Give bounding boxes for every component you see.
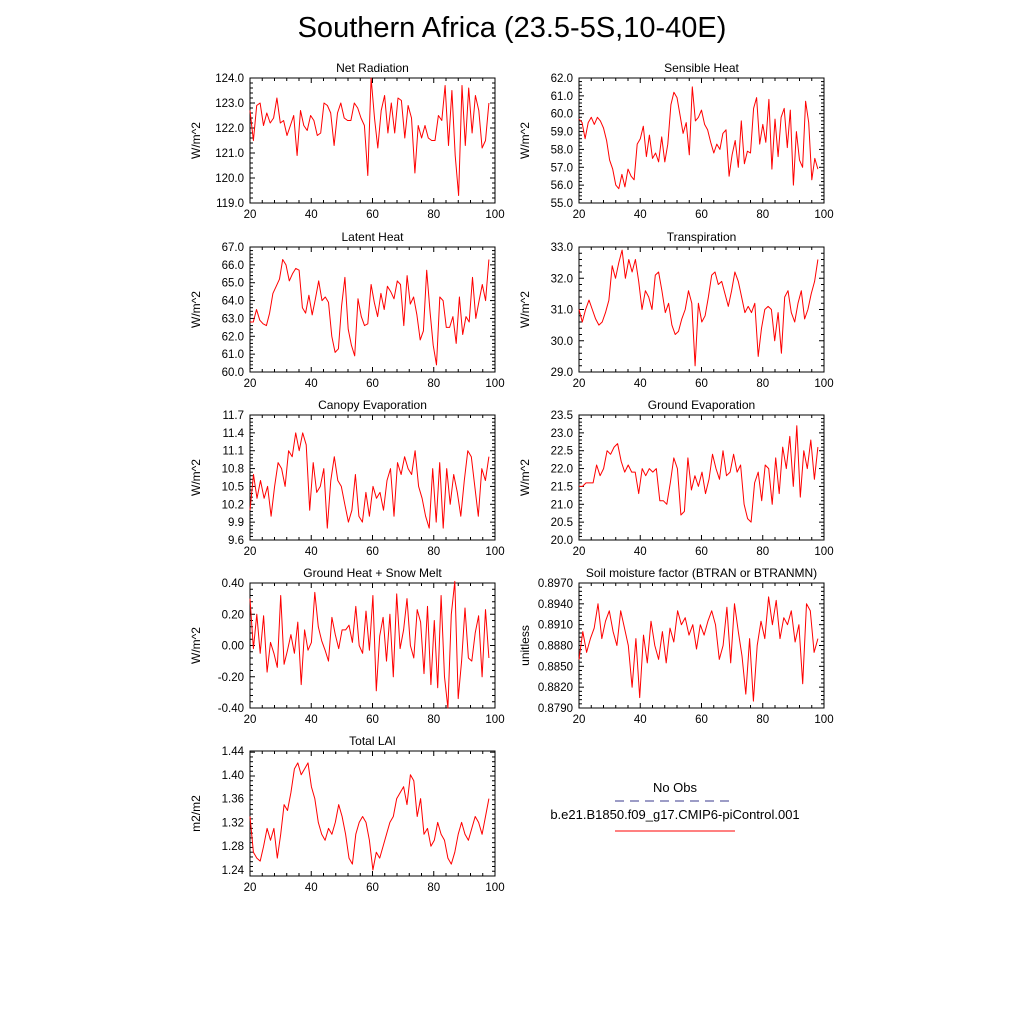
y-axis-label: W/m^2	[189, 459, 203, 496]
x-tick-label: 100	[814, 378, 834, 390]
y-tick-label: 32.0	[550, 273, 573, 286]
y-axis-label: unitless	[518, 625, 532, 666]
plot-frame	[250, 751, 495, 876]
legend-label-obs: No Obs	[652, 780, 698, 795]
x-tick-label: 60	[695, 714, 708, 726]
x-tick-label: 60	[695, 546, 708, 558]
chart-sensible-heat	[518, 61, 834, 221]
series-line	[579, 597, 818, 701]
x-tick-label: 80	[756, 714, 770, 726]
chart-ground-heat-snow-melt	[189, 566, 505, 726]
y-tick-label: 120.0	[215, 173, 244, 185]
y-tick-label: 1.32	[221, 817, 244, 830]
x-tick-label: 20	[243, 378, 257, 390]
y-tick-label: 23.0	[550, 427, 573, 440]
y-tick-label: 11.7	[222, 410, 244, 422]
y-tick-label: 1.36	[221, 793, 244, 806]
y-tick-label: 9.9	[228, 517, 244, 530]
plot-frame	[579, 247, 824, 372]
y-tick-label: 0.8820	[537, 682, 573, 695]
y-tick-label: 0.20	[221, 609, 244, 622]
y-tick-label: 10.2	[221, 499, 244, 512]
y-tick-label: 61.0	[221, 349, 244, 362]
x-tick-label: 40	[633, 209, 647, 221]
x-tick-label: 80	[756, 546, 770, 558]
chart-title: Total LAI	[349, 734, 396, 748]
x-tick-label: 20	[243, 209, 257, 221]
x-tick-label: 20	[243, 882, 257, 894]
x-tick-label: 80	[427, 882, 441, 894]
chart-title: Ground Heat + Snow Melt	[303, 566, 442, 580]
chart-net-radiation	[189, 61, 505, 221]
chart-title: Sensible Heat	[664, 61, 739, 75]
y-axis-label: W/m^2	[518, 459, 532, 496]
plot-frame	[579, 583, 824, 708]
chart-total-lai	[189, 734, 505, 894]
series-line	[250, 581, 489, 708]
y-tick-label: 0.8940	[537, 598, 573, 611]
series-line	[250, 433, 489, 528]
x-tick-label: 100	[814, 209, 834, 221]
x-tick-label: 60	[695, 378, 708, 390]
y-axis-label: W/m^2	[189, 122, 203, 159]
y-tick-label: 22.0	[550, 463, 573, 476]
chart-title: Ground Evaporation	[647, 398, 756, 412]
x-tick-label: 80	[756, 378, 770, 390]
y-tick-label: 23.5	[550, 410, 573, 422]
y-tick-label: 65.0	[221, 277, 244, 290]
y-tick-label: 21.0	[550, 499, 573, 512]
x-tick-label: 40	[304, 546, 318, 558]
x-tick-label: 80	[756, 209, 770, 221]
chart-canopy-evaporation	[189, 398, 505, 558]
y-tick-label: 30.0	[550, 335, 573, 348]
x-tick-label: 80	[427, 546, 441, 558]
chart-title: Soil moisture factor (BTRAN or BTRANMN)	[585, 566, 818, 580]
y-axis-label: W/m^2	[189, 291, 203, 328]
plot-frame	[579, 415, 824, 540]
chart-title: Latent Heat	[341, 230, 404, 244]
y-tick-label: 9.6	[228, 535, 244, 547]
x-tick-label: 20	[572, 209, 586, 221]
y-tick-label: 121.0	[215, 148, 244, 160]
y-tick-label: 20.5	[550, 517, 573, 530]
y-tick-label: 1.40	[221, 769, 244, 782]
chart-title: Net Radiation	[336, 61, 409, 75]
y-tick-label: 62.0	[550, 73, 573, 85]
page-title: Southern Africa (23.5-5S,10-40E)	[297, 12, 727, 44]
y-tick-label: 1.44	[221, 746, 244, 758]
y-axis-label: W/m^2	[518, 291, 532, 328]
y-tick-label: 59.0	[550, 126, 573, 139]
y-tick-label: 11.1	[222, 445, 244, 458]
x-tick-label: 60	[366, 378, 379, 390]
y-tick-label: 58.0	[550, 144, 573, 157]
series-line	[250, 260, 489, 365]
x-tick-label: 80	[427, 209, 441, 221]
x-tick-label: 100	[485, 546, 505, 558]
y-tick-label: 31.0	[550, 304, 573, 317]
x-tick-label: 20	[572, 546, 586, 558]
y-tick-label: 55.0	[550, 198, 573, 210]
y-tick-label: -0.40	[217, 703, 244, 715]
y-tick-label: 0.8910	[537, 619, 573, 632]
y-tick-label: 0.40	[221, 578, 244, 590]
x-tick-label: 100	[485, 882, 505, 894]
y-axis-label: m2/m2	[189, 795, 203, 832]
y-tick-label: 0.8850	[537, 661, 573, 674]
y-tick-label: -0.20	[217, 671, 244, 684]
legend-label-model: b.e21.B1850.f09_g17.CMIP6-piControl.001	[550, 807, 800, 822]
y-tick-label: 61.0	[550, 90, 573, 103]
x-tick-label: 40	[633, 714, 647, 726]
y-tick-label: 22.5	[550, 445, 573, 458]
x-tick-label: 100	[485, 209, 505, 221]
x-tick-label: 40	[633, 546, 647, 558]
y-tick-label: 0.8880	[537, 640, 573, 653]
x-tick-label: 60	[366, 714, 379, 726]
x-tick-label: 60	[366, 209, 379, 221]
y-tick-label: 66.0	[221, 259, 244, 272]
y-tick-label: 1.24	[221, 865, 244, 878]
y-tick-label: 57.0	[550, 162, 573, 175]
chart-transpiration	[518, 230, 834, 390]
series-line	[579, 87, 818, 189]
y-tick-label: 11.4	[222, 427, 244, 440]
x-tick-label: 60	[695, 209, 708, 221]
chart-ground-evaporation	[518, 398, 834, 558]
x-tick-label: 20	[243, 714, 257, 726]
x-tick-label: 60	[366, 882, 379, 894]
x-tick-label: 100	[814, 714, 834, 726]
legend	[550, 780, 799, 831]
x-tick-label: 40	[304, 209, 318, 221]
y-tick-label: 64.0	[221, 295, 244, 308]
y-tick-label: 123.0	[215, 98, 244, 110]
x-tick-label: 80	[427, 714, 441, 726]
y-tick-label: 63.0	[221, 313, 244, 326]
y-tick-label: 0.8970	[537, 578, 573, 590]
y-tick-label: 67.0	[221, 242, 244, 254]
y-tick-label: 56.0	[550, 180, 573, 193]
x-tick-label: 100	[485, 714, 505, 726]
y-tick-label: 124.0	[215, 73, 244, 85]
x-tick-label: 100	[485, 378, 505, 390]
y-tick-label: 119.0	[216, 198, 244, 210]
x-tick-label: 20	[243, 546, 257, 558]
series-line	[250, 78, 489, 196]
y-tick-label: 60.0	[550, 108, 573, 121]
chart-title: Transpiration	[666, 230, 737, 244]
y-tick-label: 10.5	[221, 481, 244, 494]
y-tick-label: 0.8790	[537, 703, 573, 715]
x-tick-label: 40	[304, 378, 318, 390]
x-tick-label: 40	[304, 714, 318, 726]
x-tick-label: 20	[572, 378, 586, 390]
y-tick-label: 33.0	[550, 242, 573, 254]
chart-title: Canopy Evaporation	[318, 398, 427, 412]
x-tick-label: 100	[814, 546, 834, 558]
y-tick-label: 20.0	[550, 535, 573, 547]
y-tick-label: 29.0	[550, 367, 573, 379]
x-tick-label: 40	[633, 378, 647, 390]
x-tick-label: 60	[366, 546, 379, 558]
y-tick-label: 10.8	[221, 463, 244, 476]
x-tick-label: 80	[427, 378, 441, 390]
y-axis-label: W/m^2	[518, 122, 532, 159]
series-line	[579, 426, 818, 522]
y-tick-label: 122.0	[215, 123, 244, 135]
y-tick-label: 1.28	[221, 841, 244, 854]
y-tick-label: 21.5	[550, 481, 573, 494]
x-tick-label: 20	[572, 714, 586, 726]
series-line	[250, 763, 489, 870]
series-line	[579, 250, 818, 366]
y-tick-label: 62.0	[221, 331, 244, 344]
y-tick-label: 0.00	[221, 640, 244, 653]
x-tick-label: 40	[304, 882, 318, 894]
plot-frame	[250, 415, 495, 540]
y-axis-label: W/m^2	[189, 627, 203, 664]
chart-latent-heat	[189, 230, 505, 390]
y-tick-label: 60.0	[221, 367, 244, 379]
chart-soil-moisture-factor-btran-or-btranmn	[518, 566, 834, 726]
